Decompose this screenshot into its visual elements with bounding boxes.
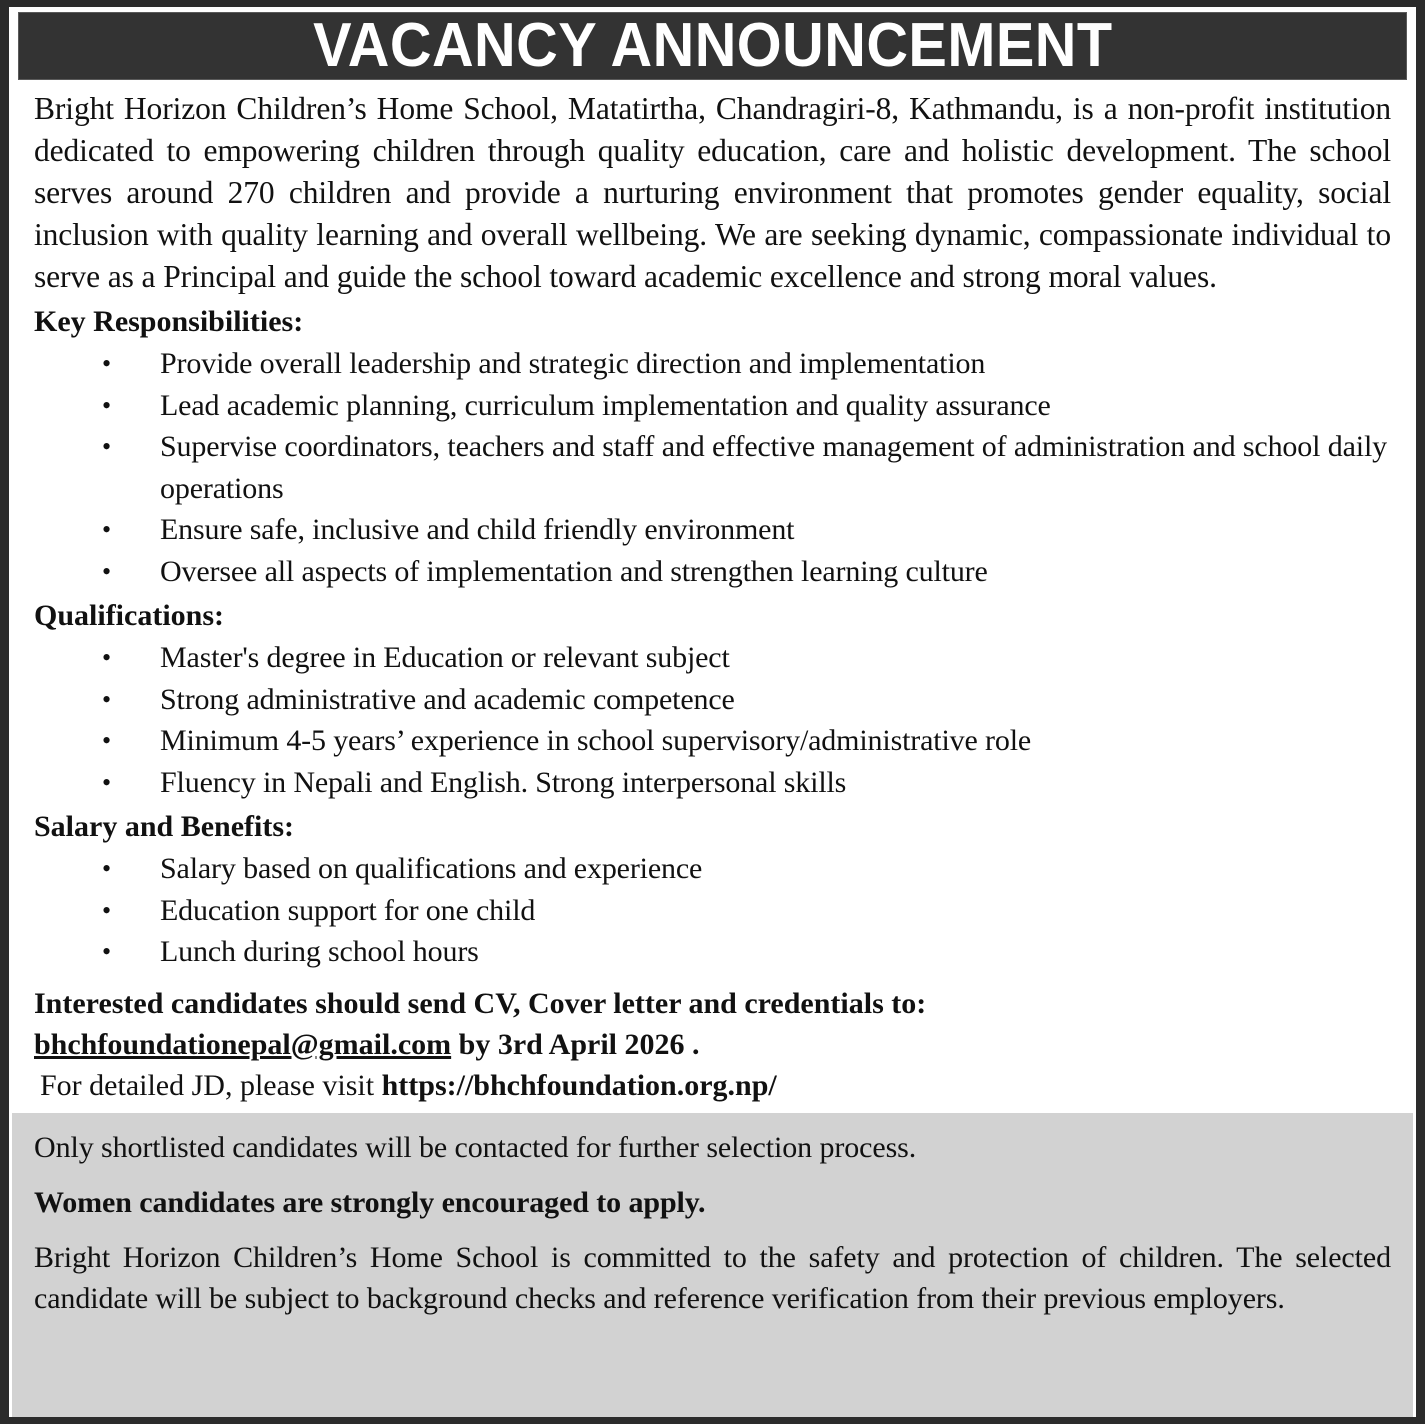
- list-item: • Education support for one child: [34, 890, 1391, 932]
- list-item: • Provide overall leadership and strategic direction and implementation: [34, 343, 1391, 385]
- footer-women-note: Women candidates are strongly encouraged to apply.: [34, 1185, 706, 1219]
- footer-shortlist-note: Only shortlisted candidates will be contacted for further selection process.: [34, 1130, 917, 1164]
- list-item: • Fluency in Nepali and English. Strong interpersonal skills: [34, 762, 1391, 804]
- list-qualifications: [34, 637, 1391, 803]
- list-item: • Salary based on qualifications and experience: [34, 848, 1391, 890]
- application-email-link[interactable]: bhchfoundationepal@gmail.com: [34, 1027, 452, 1061]
- list-salary-and-benefits: [34, 848, 1391, 973]
- application-instructions: [34, 983, 1391, 1065]
- list-item: • Supervise coordinators, teachers and staff and effective management of administration and school daily operations: [34, 426, 1391, 509]
- list-item: • Master's degree in Education or relevant subject: [34, 637, 1391, 679]
- page-title: VACANCY ANNOUNCEMENT: [312, 11, 1113, 80]
- job-description-line: [40, 1065, 1391, 1106]
- vacancy-banner: [18, 12, 1407, 80]
- list-item: • Oversee all aspects of implementation and strengthen learning culture: [34, 551, 1391, 593]
- list-key-responsibilities: [34, 343, 1391, 592]
- intro-paragraph: Bright Horizon Children’s Home School, Matatirtha, Chandragiri-8, Kathmandu, is a non-profit institution dedicated to empowering children through quality education, care and holistic development. The school serves around 270 children and provide a nurturing environment that promotes gender equality, social inclusion with quality learning and overall wellbeing. We are seeking dynamic, compassionate individual to serve as a Principal and guide the school toward academic excellence and strong moral values.: [34, 91, 1391, 294]
- footer-notes: [12, 1113, 1413, 1418]
- advertisement-body: [12, 80, 1413, 1106]
- application-lead-line: Interested candidates should send CV, Cover letter and credentials to:: [34, 986, 927, 1020]
- jd-website-link[interactable]: https://bhchfoundation.org.np/: [381, 1068, 777, 1102]
- section-heading-key-responsibilities: Key Responsibilities:: [34, 305, 304, 338]
- footer-safeguarding-note: Bright Horizon Children’s Home School is committed to the safety and protection of children. The selected candidate will be subject to background checks and reference verification from their previous employers.: [34, 1240, 1391, 1315]
- advertisement-inner: [9, 7, 1416, 1417]
- list-item: • Lead academic planning, curriculum implementation and quality assurance: [34, 385, 1391, 427]
- section-heading-salary-and-benefits: Salary and Benefits:: [34, 810, 295, 843]
- list-item: • Ensure safe, inclusive and child friendly environment: [34, 509, 1391, 551]
- application-deadline: by 3rd April 2026 .: [451, 1027, 700, 1061]
- list-item: • Lunch during school hours: [34, 931, 1391, 973]
- section-heading-qualifications: Qualifications:: [34, 599, 225, 632]
- jd-prefix-text: For detailed JD, please visit: [40, 1068, 382, 1102]
- list-item: • Strong administrative and academic competence: [34, 679, 1391, 721]
- list-item: • Minimum 4-5 years’ experience in school supervisory/administrative role: [34, 720, 1391, 762]
